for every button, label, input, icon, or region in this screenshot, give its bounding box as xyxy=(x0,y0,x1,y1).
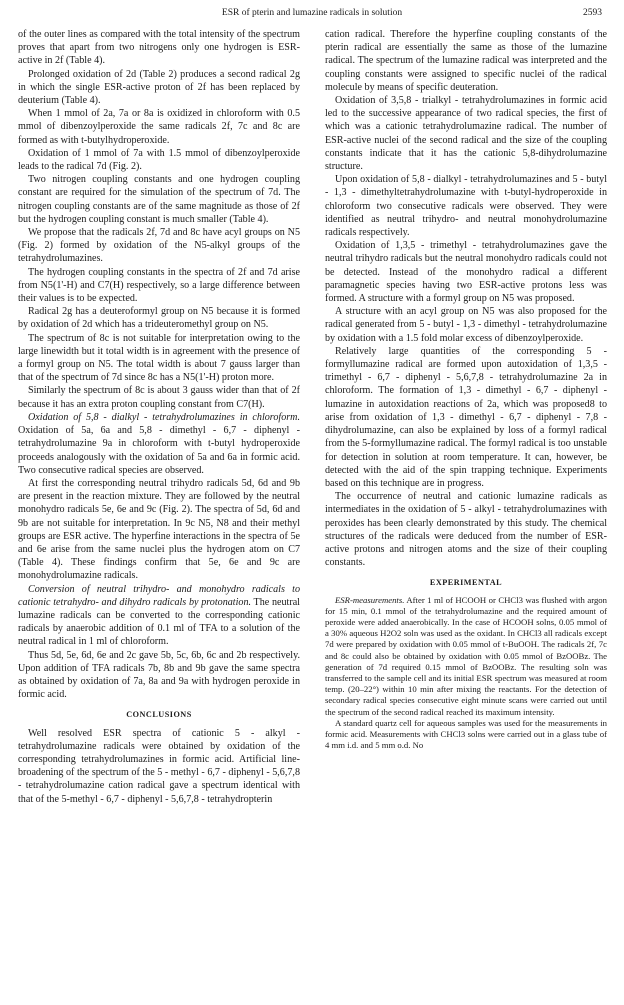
paragraph xyxy=(325,173,607,239)
paragraph xyxy=(18,305,300,331)
paragraph-text: The spectrum of 8c is not suitable for interpretation owing to the large linewidth but it total width is in agreement with the presence of a formyl group on N5. The total width is about 7 gauss larger than that of the spectrum of 7d since 8c has a N5(1'-H) proton more. xyxy=(18,332,300,384)
right-column xyxy=(325,28,607,751)
paragraph xyxy=(18,727,300,806)
running-header xyxy=(0,8,624,22)
paragraph xyxy=(325,345,607,490)
paragraph-text: When 1 mmol of 2a, 7a or 8a is oxidized in chloroform with 0.5 mmol of dibenzoylperoxide the same radicals 2f, 7c and 8c are formed as with t-butylhydroperoxide. xyxy=(18,108,300,146)
running-title: ESR of pterin and lumazine radicals in solution xyxy=(221,8,403,18)
paragraph-text: We propose that the radicals 2f, 7d and 8c have acyl groups on N5 (Fig. 2) formed by oxidation of the N5-alkyl groups of the tetrahydrolumazines. xyxy=(18,227,300,265)
paragraph-text: Upon oxidation of 5,8 - dialkyl - tetrahydrolumazines and 5 - butyl - 1,3 - dimethyltetrahydrolumazine with t-butyl-hydroperoxide in chloroform two consecutive radicals were observed. They were identified as neutral trihydro- and neutral monohydrolumazine radicals respectively. xyxy=(325,174,607,239)
paragraph-text: Two nitrogen coupling constants and one hydrogen coupling constant are required for the simulation of the spectrum of 7d. The nitrogen coupling constants are of the same magnitude as those of 2f but the hydrogen coupling constant is much smaller (Table 4). xyxy=(18,174,300,225)
paragraph-text: A structure with an acyl group on N5 was also proposed for the radical generated from 5 - butyl - 1,3 - dimethyl - tetrahydrolumazine by oxidation with a 1.5 fold molar excess of dibenzoylperoxide. xyxy=(325,306,607,344)
paragraph-text: Oxidation of 1,3,5 - trimethyl - tetrahydrolumazines gave the neutral trihydro radicals but the neutral monohydro radicals could not be detected. Instead of the monohydro radical a different paramagnetic species having two ESR-active protons less was formed. A structure with a formyl group on N5 was proposed. xyxy=(325,240,607,305)
paragraph xyxy=(325,490,607,569)
paragraph xyxy=(325,239,607,305)
paragraph xyxy=(325,718,607,752)
paragraph-text: The neutral lumazine radicals can be converted to the corresponding cationic radicals by anaerobic addition of 0.1 ml of TFA to a solution of the neutral radical in 1 ml of chloroform. xyxy=(18,596,300,648)
paragraph-text: of the outer lines as compared with the total intensity of the spectrum proves that apart from two nitrogens only one hydrogen is ESR-active in 2f (Table 4). xyxy=(18,29,300,67)
paragraph-text: After 1 ml of HCOOH or CHCl3 was flushed with argon for 15 min, 0.1 mmol of the tetrahydrolumazine and the required amount of peroxide were added anaerobically. In the case of HCOOH solns, 0.05 mmol of a 30% aqueous H2O2 soln was used as the oxidant. In CHCl3 all radicals except 7d were prepared by oxidation with 0.05 mmol of t-BuOOH. The radicals 2f, 7c and 8c could also be obtained by oxidation with 0.05 mmol of BzOOBz. The generation of 7d required 0.15 mmol of BzOOBz. The resulting soln was transferred to the sample cell and its initial ESR spectrum was measured at room temp. (20–22°) within 10 min after mixing the reactants. For the detection of secondary radical species consecutive eight minute scans were carried out until the spectrum of the second radical reached its maximum intensity. xyxy=(325,594,607,717)
paragraph-text: Relatively large quantities of the corresponding 5 - formyllumazine radical are formed upon autoxidation of 1,3,5 - trimethyl - 6,7 - diphenyl - 5,6,7,8 - tetrahydrolumazine 2a in chloroform. The formation of 1,3 - dimethyl - 6,7 - diphenyl - lumazine in autoxidation reactions of 2a, which was proposed8 to arise from oxidation of 1,3 - dimethyl - 6,7 - diphenyl - 7,8 - dihydrolumazine, can also be explained by loss of a formyl radical from the 5-formyllumazine radical. The formyl radical is too unstable for detection in solution at room temperature. It can, however, be detected with the aid of the spin trapping technique. Experiments based on this technique are in progress. xyxy=(325,345,607,489)
paragraph-text: Radical 2g has a deuteroformyl group on N5 because it is formed by oxidation of 2d which has a trideuteromethyl group on N5. xyxy=(18,306,300,331)
paragraph xyxy=(325,305,607,345)
paragraph xyxy=(18,411,300,477)
paragraph-text: Oxidation of 5a, 6a and 5,8 - dimethyl - 6,7 - diphenyl - tetrahydrolumazine 9a in chloroform with t-butyl hydroperoxide proceeds analogously with the oxidation of 5a and 6a in formic acid. Two consecutive radical species are observed. xyxy=(18,425,300,476)
paragraph xyxy=(325,595,607,718)
paragraph-text: Thus 5d, 5e, 6d, 6e and 2c gave 5b, 5c, 6b, 6c and 2b respectively. Upon addition of TFA radicals 7b, 8b and 9b gave the same spectra as obtained by oxidation of 7a, 8a and 9a with hydrogen peroxide in formic acid. xyxy=(18,649,300,701)
paragraph-text: Similarly the spectrum of 8c is about 3 gauss wider than that of 2f because it has an extra proton coupling constant from C7(H). xyxy=(18,385,300,410)
paragraph-text: cation radical. Therefore the hyperfine coupling constants of the pterin radical are essentially the same as those of the lumazine radical. The spectrum of the lumazine radical was interpreted and the coupling constants were assigned to specific nuclei of the radical molecule by means of specific deuteration. xyxy=(325,29,607,93)
paragraph xyxy=(18,266,300,306)
paragraph-lead: Oxidation of 5,8 - dialkyl - tetrahydrolumazines in chloroform. xyxy=(28,411,300,423)
paragraph xyxy=(18,28,300,68)
paragraph-text: Oxidation of 3,5,8 - trialkyl - tetrahydrolumazines in formic acid led to the successive appearance of two radical species, the first of which was a cationic tetrahydrolumazine radical. The number of ESR-active nuclei of the second radical and the size of the coupling constants indicate that it has the cationic 5,8-dihydrolumazine structure. xyxy=(325,95,607,173)
paragraph xyxy=(18,226,300,266)
paragraph xyxy=(325,94,607,173)
section-heading: CONCLUSIONS xyxy=(126,710,192,720)
paragraph-text: At first the corresponding neutral trihydro radicals 5d, 6d and 9b are present in the reaction mixture. They are followed by the neutral monohydro radicals 5e, 6e and 9c (Fig. 2). The spectra of 5d, 6d and 9b are not suitable for interpretation. In 9c N5, N8 and their methyl groups are ESR active. The hyperfine interactions in the spectra of 5e and 6e arise from the same nuclei plus the hydrogen atom on C7 (Table 4). These findings confirm that 5e, 6e and 9c are monohydrolumazine radicals. xyxy=(18,477,300,582)
paragraph-text: Prolonged oxidation of 2d (Table 2) produces a second radical 2g in which the single ESR-active proton of 2f has been replaced by deuterium (Table 4). xyxy=(18,68,300,107)
paragraph xyxy=(18,68,300,108)
paragraph xyxy=(18,173,300,226)
page-number: 2593 xyxy=(583,8,602,18)
paragraph xyxy=(18,147,300,173)
paragraph xyxy=(18,384,300,410)
paragraph-lead: ESR-measurements. xyxy=(335,594,405,605)
paragraph xyxy=(18,583,300,649)
paragraph-lead: Conversion of neutral trihydro- and monohydro radicals to cationic tetrahydro- and dihydro radicals by protonation. xyxy=(18,583,300,608)
paragraph-text: The hydrogen coupling constants in the spectra of 2f and 7d arise from N5(1'-H) and C7(H) respectively, so a large difference between their values is to be expected. xyxy=(18,266,300,305)
paragraph xyxy=(325,28,607,94)
paragraph xyxy=(18,107,300,147)
paragraph xyxy=(18,649,300,702)
paragraph-text: Oxidation of 1 mmol of 7a with 1.5 mmol of dibenzoylperoxide leads to the radical 7d (Fig. 2). xyxy=(18,147,300,173)
paragraph-text: The occurrence of neutral and cationic lumazine radicals as intermediates in the oxidation of 5 - alkyl - tetrahydrolumazines with peroxides has been clearly demonstrated by this study. The chemical structures of the radicals were deduced from the number of ESR-active protons and nitrogen atoms and the size of their coupling constants. xyxy=(325,491,607,569)
paragraph xyxy=(18,477,300,583)
paragraph xyxy=(18,332,300,385)
left-column xyxy=(18,28,300,806)
paragraph-text: A standard quartz cell for aqueous samples was used for the measurements in formic acid. Measurements with CHCl3 solns were carried out in a glass tube of 4 mm i.d. and 5 mm o.d. No xyxy=(325,717,607,751)
paragraph-text: Well resolved ESR spectra of cationic 5 - alkyl - tetrahydrolumazine radicals were obtained by oxidation of the corresponding tetrahydrolumazines in formic acid. Artificial line-broadening of the spectrum of the 5 - methyl - 6,7 - diphenyl - 5,6,7,8 - tetrahydrolumazine cation radical gave a spectrum identical with that of the 5-methyl - 6,7 - diphenyl - 5,6,7,8 - tetrahydropterin xyxy=(18,727,300,805)
section-heading: EXPERIMENTAL xyxy=(429,578,503,588)
